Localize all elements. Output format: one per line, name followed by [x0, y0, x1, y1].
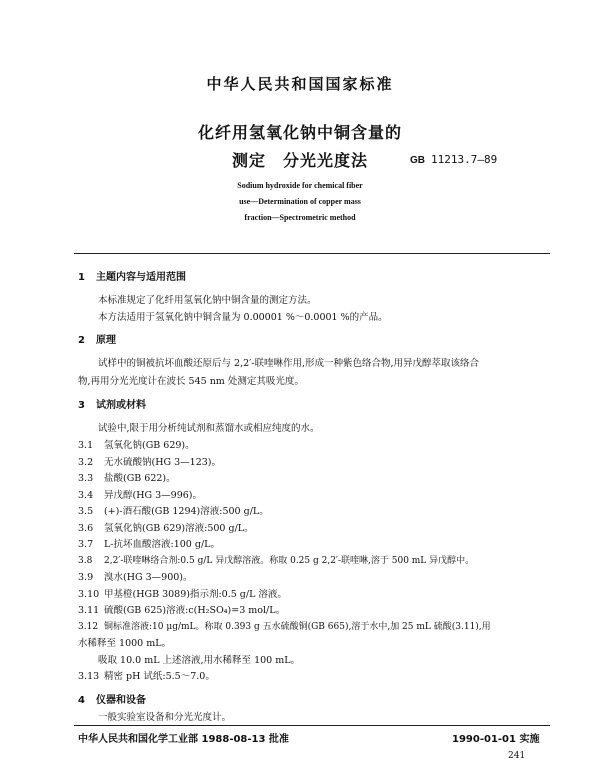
reagent-item — [78, 602, 285, 616]
item-text: 铜标准溶液:10 μg/mL。称取 0.393 g 五水硫酸铜(GB 665),溶于水中,加 25 mL 硫酸(3.11),用 — [104, 622, 491, 632]
item-number: 3.12 — [78, 622, 99, 632]
section-title: 原理 — [96, 335, 116, 346]
standard-title-line2: 测定 分光光度法 — [231, 151, 368, 170]
item-text: 盐酸(GB 622)。 — [104, 473, 176, 484]
item-number: 3.10 — [78, 589, 100, 600]
reagent-item — [78, 437, 195, 451]
section-1-heading — [78, 268, 186, 283]
standard-code-prefix: GB — [410, 155, 425, 166]
reagent-item — [78, 569, 192, 583]
section-2-paragraph-line2: 物,再用分光光度计在波长 545 nm 处测定其吸光度。 — [78, 376, 304, 387]
implementation-date: 1990-01-01 实施 — [452, 734, 540, 745]
standard-title-line1: 化纤用氢氧化钠中铜含量的 — [197, 123, 402, 142]
item-text: 硫酸(GB 625)溶液:c(H₂SO₄)=3 mol/L。 — [104, 605, 286, 616]
item-number: 3.7 — [78, 539, 94, 550]
document-header-title: 中华人民共和国国家标准 — [206, 75, 394, 93]
standard-code — [410, 153, 497, 166]
section-3-heading — [78, 396, 146, 411]
reagent-item — [78, 586, 287, 600]
section-1-paragraph-2: 本方法适用于氢氧化钠中铜含量为 0.00001 %～0.0001 %的产品。 — [98, 312, 388, 323]
reagent-item — [78, 619, 491, 632]
item-text: 甲基橙(HGB 3089)指示剂:0.5 g/L 溶液。 — [104, 589, 287, 600]
section-2-heading — [78, 331, 116, 346]
item-text: (+)-酒石酸(GB 1294)溶液:500 g/L。 — [104, 506, 269, 517]
reagent-item — [78, 668, 215, 682]
item-number: 3.13 — [78, 671, 100, 682]
item-number: 3.9 — [78, 572, 94, 583]
section-number: 1 — [78, 272, 85, 283]
reagent-item — [78, 520, 254, 534]
reagent-item-continuation: 水稀释至 1000 mL。 — [78, 638, 172, 649]
english-title-line3: fraction—Spectrometric method — [244, 213, 356, 222]
section-4-paragraph: 一般实验室设备和分光光度计。 — [98, 712, 232, 723]
section-title: 试剂或材料 — [96, 400, 146, 411]
item-text: 异戊醇(HG 3—996)。 — [104, 490, 202, 501]
item-text: 无水硫酸钠(HG 3—123)。 — [104, 457, 221, 468]
reagent-item — [78, 470, 176, 484]
section-number: 3 — [78, 400, 85, 411]
item-number: 3.5 — [78, 506, 94, 517]
item-number: 3.6 — [78, 523, 94, 534]
section-1-paragraph-1: 本标准规定了化纤用氢氧化钠中铜含量的测定方法。 — [98, 295, 317, 306]
item-text: 溴水(HG 3—900)。 — [104, 572, 193, 583]
page-number: 241 — [508, 751, 526, 761]
section-4-heading — [78, 691, 146, 706]
item-text: 精密 pH 试纸:5.5～7.0。 — [104, 671, 215, 682]
item-number: 3.2 — [78, 457, 94, 468]
item-number: 3.4 — [78, 490, 94, 501]
footer-divider — [74, 725, 550, 726]
reagent-item — [78, 503, 269, 517]
item-text: 2,2′-联喹啉络合剂:0.5 g/L 异戊醇溶液。称取 0.25 g 2,2′-联喹啉,溶于 500 mL 异戊醇中。 — [104, 556, 475, 566]
reagent-item — [78, 553, 474, 566]
section-number: 4 — [78, 695, 85, 706]
approval-line: 中华人民共和国化学工业部 1988-08-13 批准 — [78, 734, 289, 745]
english-title-line1: Sodium hydroxide for chemical fiber — [237, 181, 363, 190]
section-title: 仪器和设备 — [96, 695, 146, 706]
english-title-line2: use—Determination of copper mass — [239, 197, 361, 206]
section-2-paragraph-line1: 试样中的铜被抗坏血酸还原后与 2,2′-联喹啉作用,形成一种紫色络合物,用异戊醇萃取该络合 — [98, 358, 480, 369]
reagent-item — [78, 487, 202, 501]
reagent-item — [78, 536, 220, 550]
standard-code-number: 11213.7—89 — [431, 153, 498, 166]
item-text: L-抗坏血酸溶液:100 g/L。 — [104, 539, 220, 550]
item-text: 氢氧化钠(GB 629)溶液:500 g/L。 — [104, 523, 254, 534]
item-number: 3.11 — [78, 605, 100, 616]
section-number: 2 — [78, 335, 85, 346]
section-title: 主题内容与适用范围 — [96, 272, 186, 283]
top-divider — [74, 253, 550, 254]
section-3-intro: 试验中,限于用分析纯试剂和蒸馏水或相应纯度的水。 — [98, 423, 320, 434]
item-number: 3.3 — [78, 473, 94, 484]
reagent-item-extra: 吸取 10.0 mL 上述溶液,用水稀释至 100 mL。 — [98, 655, 301, 666]
item-number: 3.1 — [78, 440, 94, 451]
item-number: 3.8 — [78, 556, 93, 566]
item-text: 氢氧化钠(GB 629)。 — [104, 440, 195, 451]
reagent-item — [78, 454, 221, 468]
